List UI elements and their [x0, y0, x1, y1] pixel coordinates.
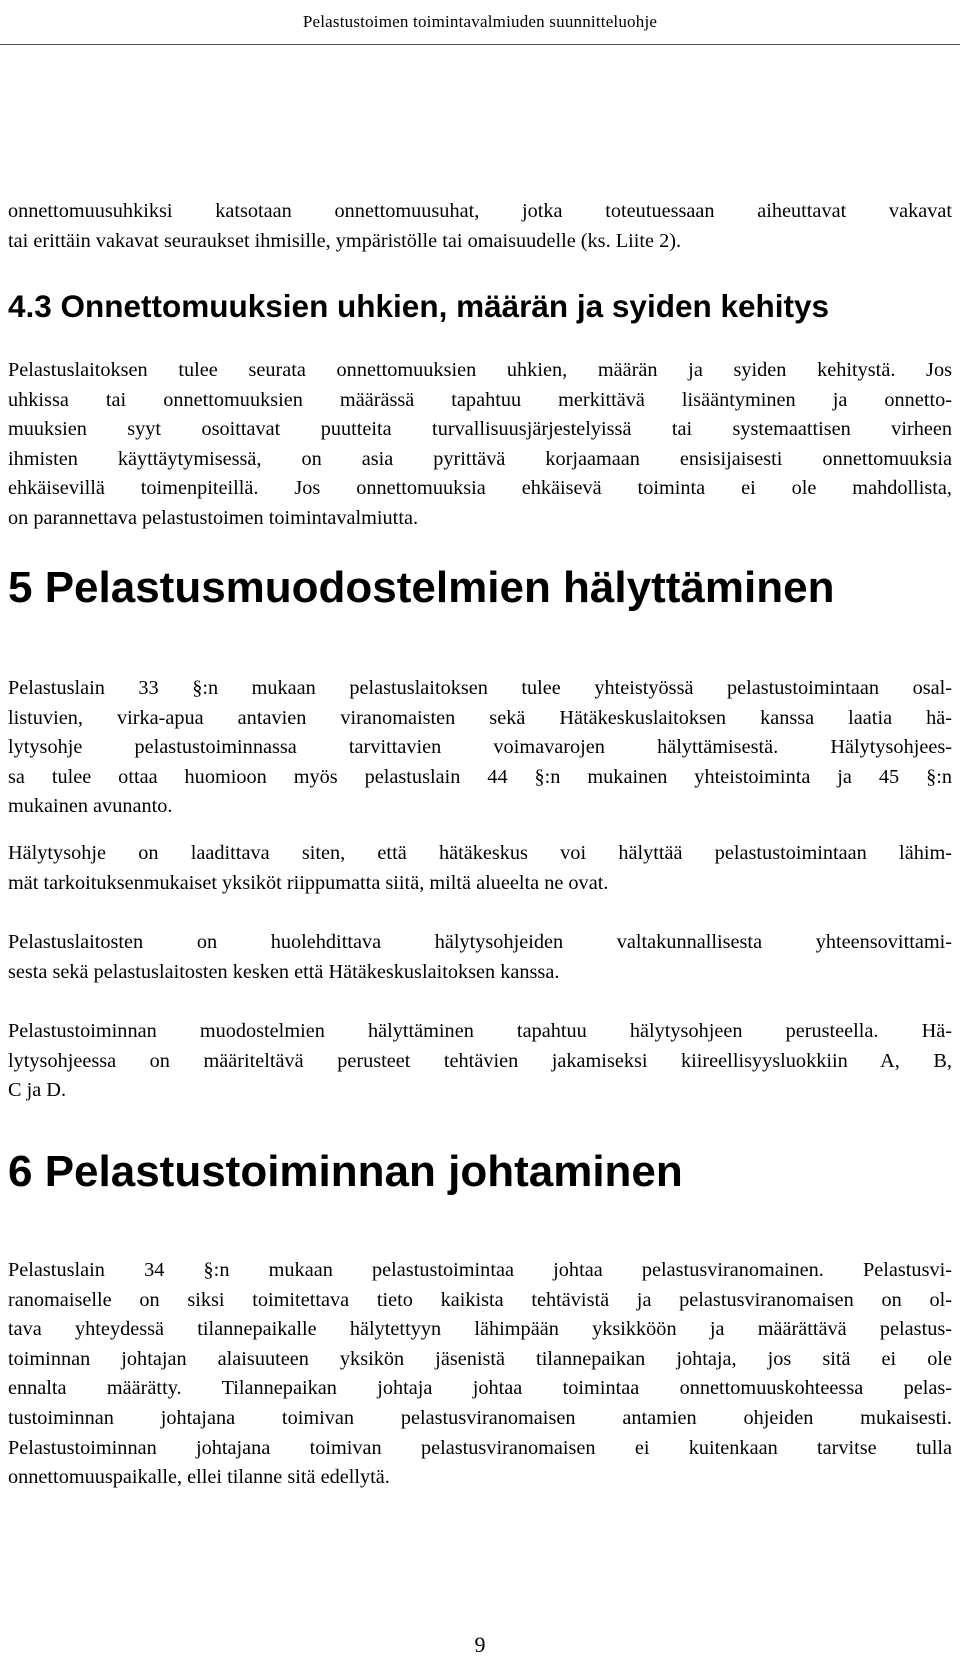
text-line: on parannettava pelastustoimen toimintavalmiutta.: [8, 506, 419, 529]
paragraph: [8, 356, 952, 534]
section-4-3: [8, 287, 952, 325]
paragraph: [8, 1017, 952, 1106]
document-title: Pelastustoimen toimintavalmiuden suunnitteluohje: [302, 12, 658, 31]
paragraph: [8, 1256, 952, 1493]
header-divider: [0, 44, 960, 45]
text-line: tai erittäin vakavat seuraukset ihmisille, ympäristölle tai omaisuudelle (ks. Liite 2).: [8, 229, 682, 252]
text-line: ennalta määrätty. Tilannepaikan johtaja johtaa toimintaa onnettomuuskohteessa pelas-: [8, 1377, 952, 1400]
section-5-paragraph-3: [8, 928, 952, 987]
text-line: onnettomuusuhkiksi katsotaan onnettomuusuhat, jotka toteutuessaan aiheuttavat vakavat: [8, 200, 952, 222]
section-5-paragraph-4: [8, 1017, 952, 1106]
text-line: muuksien syyt osoittavat puutteita turvallisuusjärjestelyissä tai systemaattisen virheen: [8, 418, 952, 441]
text-line: ranomaiselle on siksi toimitettava tieto kaikista tehtävistä ja pelastusviranomaisen on ol-: [8, 1288, 952, 1311]
chapter-heading: 6 Pelastustoiminnan johtaminen: [8, 1147, 683, 1196]
intro-paragraph: [8, 197, 952, 256]
section-6-body: [8, 1256, 952, 1493]
text-line: mukainen avunanto.: [8, 795, 173, 818]
text-line: ehkäisevillä toimenpiteillä. Jos onnettomuuksia ehkäisevä toiminta ei ole mahdollista,: [8, 477, 952, 500]
text-line: listuvien, virka-apua antavien viranomaisten sekä Hätäkeskuslaitoksen kanssa laatia hä-: [8, 706, 952, 729]
text-line: C ja D.: [8, 1079, 67, 1102]
text-line: uhkissa tai onnettomuuksien määrässä tapahtuu merkittävä lisääntyminen ja onnetto-: [8, 388, 952, 411]
paragraph: [8, 197, 952, 256]
section-4-3-body: [8, 356, 952, 534]
paragraph: [8, 674, 952, 822]
text-line: Pelastuslaitosten on huolehdittava hälytysohjeiden valtakunnallisesta yhteensovittami-: [8, 931, 952, 953]
text-line: Pelastustoiminnan muodostelmien hälyttäminen tapahtuu hälytysohjeen perusteella. Hä-: [8, 1020, 952, 1042]
text-line: lytysohje pelastustoiminnassa tarvittavien voimavarojen hälyttämisestä. Hälytysohjees-: [8, 736, 952, 759]
text-line: Hälytysohje on laadittava siten, että hätäkeskus voi hälyttää pelastustoimintaan lähim-: [8, 842, 952, 864]
paragraph: [8, 839, 952, 898]
page-header: [0, 0, 960, 46]
text-line: Pelastuslaitoksen tulee seurata onnettomuuksien uhkien, määrän ja syiden kehitystä. Jos: [8, 359, 952, 381]
text-line: Pelastuslain 34 §:n mukaan pelastustoimintaa johtaa pelastusviranomainen. Pelastusvi-: [8, 1259, 952, 1281]
text-line: toiminnan johtajan alaisuuteen yksikön jäsenistä tilannepaikan johtaja, jos sitä ei ole: [8, 1347, 952, 1370]
text-line: Pelastustoiminnan johtajana toimivan pelastusviranomaisen ei kuitenkaan tarvitse tulla: [8, 1436, 952, 1459]
text-line: tustoiminnan johtajana toimivan pelastusviranomaisen antamien ohjeiden mukaisesti.: [8, 1406, 952, 1429]
text-line: Pelastuslain 33 §:n mukaan pelastuslaitoksen tulee yhteistyössä pelastustoimintaan osal-: [8, 677, 952, 699]
chapter-heading: 5 Pelastusmuodostelmien hälyttäminen: [8, 563, 835, 612]
paragraph: [8, 928, 952, 987]
page-number: 9: [474, 1632, 486, 1657]
section-5: [8, 562, 952, 614]
text-line: mät tarkoituksenmukaiset yksiköt riippumatta siitä, miltä alueelta ne ovat.: [8, 871, 609, 894]
text-line: sa tulee ottaa huomioon myös pelastuslain 44 §:n mukainen yhteistoiminta ja 45 §:n: [8, 765, 952, 788]
section-6: [8, 1146, 952, 1198]
text-line: tava yhteydessä tilannepaikalle hälytettyyn lähimpään yksikköön ja määrättävä pelastus-: [8, 1318, 952, 1341]
text-line: onnettomuuspaikalle, ellei tilanne sitä edellytä.: [8, 1466, 390, 1489]
section-5-paragraph-1: [8, 674, 952, 822]
section-heading: 4.3 Onnettomuuksien uhkien, määrän ja syiden kehitys: [8, 288, 830, 324]
section-5-paragraph-2: [8, 839, 952, 898]
text-line: lytysohjeessa on määriteltävä perusteet tehtävien jakamiseksi kiireellisyysluokkiin A, B,: [8, 1049, 952, 1072]
text-line: ihmisten käyttäytymisessä, on asia pyrittävä korjaamaan ensisijaisesti onnettomuuksia: [8, 447, 952, 470]
text-line: sesta sekä pelastuslaitosten kesken että Hätäkeskuslaitoksen kanssa.: [8, 960, 560, 983]
